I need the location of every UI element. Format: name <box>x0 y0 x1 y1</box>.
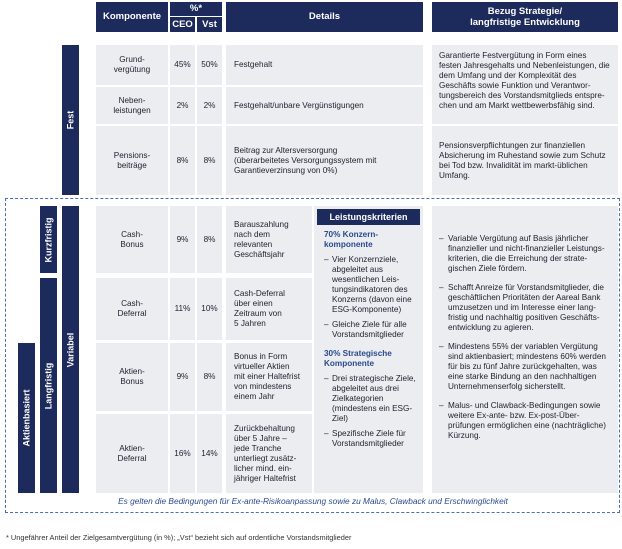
leistungskriterien-panel <box>314 206 423 493</box>
component-details: Bonus in Form virtueller Aktien mit einer Haltefrist von mindestens einem Jahr <box>226 343 312 411</box>
header-vst: Vst <box>197 17 222 32</box>
component-details: Festgehalt <box>226 45 423 85</box>
bezug-fest-text: Garantierte Festvergütung in Form eines festen Jahresgehalts und Nebenleistungen, die dem Umfang und der Komplexität des Geschäfts sowie Funktion und Verantwor-tungsbereich des Vorstandsmitglieds entspre-chen und am Markt wettbewerbsfähig sind. <box>432 45 618 124</box>
bezug-variabel-panel <box>432 206 618 493</box>
ceo-percent: 2% <box>170 87 195 124</box>
conditions-note: Es gelten die Bedingungen für Ex-ante-Risikoanpassung sowie zu Malus, Clawback und Erschwinglichkeit <box>118 496 508 506</box>
ceo-percent: 11% <box>170 278 195 340</box>
header-percent: %* <box>170 2 222 16</box>
header-details: Details <box>226 2 423 32</box>
component-details: Barauszahlung nach dem relevanten Geschäftsjahr <box>226 206 312 273</box>
criteria-item: – Vier Konzernziele, abgeleitet aus wesentlichen Leis-tungsindikatoren des Konzerns (davon eine ESG-Komponente) <box>324 255 417 315</box>
konzern-heading: 70% Konzern- komponente <box>324 230 379 249</box>
vst-percent: 10% <box>197 278 222 340</box>
vst-percent: 8% <box>197 126 222 195</box>
component-name: Grund- vergütung <box>96 45 168 85</box>
bezug-pension-text: Pensionsverpflichtungen zur finanziellen Absicherung im Ruhestand sowie zum Schutz bei Tod bzw. Invalidität im markt-üblichen Umfang. <box>432 126 618 195</box>
ceo-percent: 8% <box>170 126 195 195</box>
section-label-kurzfristig: Kurzfristig <box>40 206 57 273</box>
criteria-item: – Spezifische Ziele für Vorstandsmitglieder <box>324 429 417 449</box>
bezug-variabel-item: – Variable Vergütung auf Basis jährlicher finanzieller und nicht-finanzieller Leistungs-kriterien, die die Erreichung der strate-gischen Ziele fördern. <box>439 234 611 274</box>
header-ceo: CEO <box>170 17 195 32</box>
component-name: Neben- leistungen <box>96 87 168 124</box>
component-name: Cash- Deferral <box>96 278 168 340</box>
component-name: Aktien- Bonus <box>96 343 168 411</box>
ceo-percent: 16% <box>170 414 195 493</box>
component-name: Pensions- beiträge <box>96 126 168 195</box>
bezug-variabel-item: – Malus- und Clawback-Bedingungen sowie weitere Ex-ante- bzw. Ex-post-Über-prüfungen ermöglichen eine (nachträgliche) Kürzung. <box>439 401 611 441</box>
component-details: Cash-Deferral über einen Zeitraum von 5 Jahren <box>226 278 312 340</box>
vst-percent: 8% <box>197 206 222 273</box>
section-label-variabel: Variabel <box>62 206 79 493</box>
component-details: Zurückbehaltung über 5 Jahre – jede Tranche unterliegt zusätz- licher mind. ein- jähriger Haltefrist <box>226 414 312 493</box>
section-label-fest: Fest <box>62 45 79 195</box>
component-details: Beitrag zur Altersversorgung (überarbeitetes Versorgungssystem mit Garantieverzinsung von 0%) <box>226 126 423 195</box>
component-details: Festgehalt/unbare Vergünstigungen <box>226 87 423 124</box>
criteria-item: – Gleiche Ziele für alle Vorstandsmitglieder <box>324 320 417 340</box>
strategie-heading: 30% Strategische Komponente <box>324 349 392 368</box>
ceo-percent: 9% <box>170 206 195 273</box>
component-name: Aktien- Deferral <box>96 414 168 493</box>
criteria-item: – Drei strategische Ziele, abgeleitet aus drei Zielkategorien (mindestens ein ESG-Ziel) <box>324 374 417 424</box>
vst-percent: 50% <box>197 45 222 85</box>
ceo-percent: 9% <box>170 343 195 411</box>
header-bezug: Bezug Strategie/ langfristige Entwicklung <box>432 2 618 32</box>
section-label-aktienbasiert: Aktienbasiert <box>18 343 35 493</box>
vst-percent: 8% <box>197 343 222 411</box>
bezug-variabel-item: – Schafft Anreize für Vorstandsmitglieder, die geschäftlichen Prioritäten der Aareal Bank umzusetzen und im Interesse einer lang-fristig und nachhaltig positiven Geschäfts-entwicklung zu agieren. <box>439 283 611 333</box>
leistungskriterien-title: Leistungskriterien <box>317 209 420 225</box>
ceo-percent: 45% <box>170 45 195 85</box>
component-name: Cash- Bonus <box>96 206 168 273</box>
vst-percent: 14% <box>197 414 222 493</box>
bezug-variabel-item: – Mindestens 55% der variablen Vergütung sind aktienbasiert; mindestens 60% werden für bis zu fünf Jahre zurückgehalten, was eine starke Bindung an den nachhaltigen Unternehmenserfolg sicherstellt. <box>439 342 611 392</box>
section-label-langfristig: Langfristig <box>40 278 57 493</box>
vst-percent: 2% <box>197 87 222 124</box>
header-komponente: Komponente <box>96 2 168 32</box>
footnote: * Ungefährer Anteil der Zielgesamtvergütung (in %); „Vst“ bezieht sich auf ordentliche Vorstandsmitglieder <box>6 533 352 542</box>
